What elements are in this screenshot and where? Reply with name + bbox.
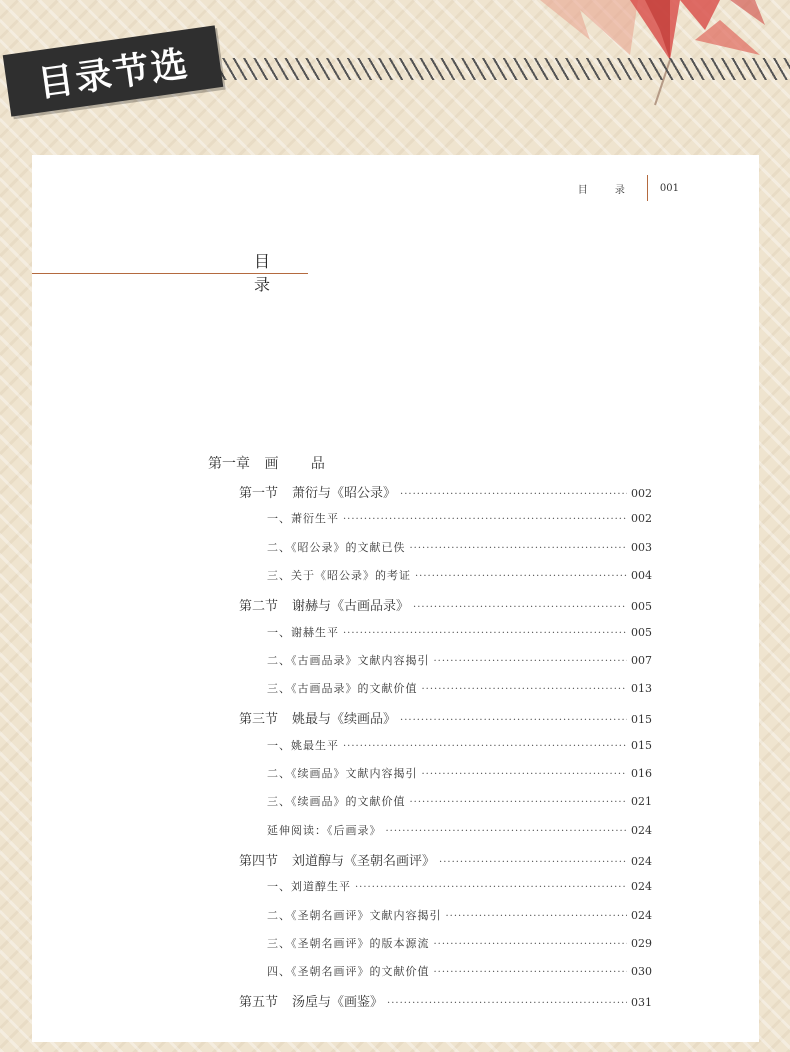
toc-entry-label — [239, 991, 383, 1010]
toc-entry-label — [267, 935, 430, 951]
toc-leader-dots — [410, 543, 628, 554]
running-head-title: 目 录 — [577, 184, 637, 196]
toc-entry-title: 一、谢赫生平 — [267, 625, 339, 639]
toc-page-number: 024 — [631, 908, 652, 922]
toc-leader-dots — [386, 826, 628, 837]
maple-leaf-decoration — [520, 0, 780, 110]
toc-page-number: 003 — [631, 540, 652, 554]
toc-page-number: 016 — [631, 767, 652, 780]
toc-item-entry — [267, 793, 652, 813]
toc-entry-title: 一、萧衍生平 — [267, 512, 339, 526]
toc-leader-dots — [387, 998, 627, 1009]
chapter-title: 画 品 — [264, 456, 339, 472]
toc-page-number: 021 — [631, 795, 652, 809]
toc-entry-label — [239, 850, 435, 869]
toc-entry-label — [267, 963, 430, 979]
toc-entry-label — [267, 737, 339, 753]
banner-title: 目录节选 — [35, 43, 192, 105]
toc-page-number: 004 — [631, 568, 652, 582]
toc-item-entry — [267, 935, 652, 955]
toc-entry-label — [267, 680, 418, 696]
toc-item-entry — [267, 765, 652, 785]
toc-page-number: 030 — [631, 965, 652, 979]
toc-entry-title: 萧衍与《昭公录》 — [292, 486, 397, 501]
toc-section-number: 第五节 — [239, 995, 279, 1011]
toc-entry-title: 二、《昭公录》的文献已佚 — [267, 540, 406, 554]
toc-entry-label — [239, 482, 396, 501]
chapter-heading — [208, 453, 339, 473]
toc-section-number: 第一节 — [239, 486, 279, 501]
toc-entry-label — [267, 793, 406, 809]
toc-page-number: 002 — [631, 487, 652, 500]
table-of-contents — [32, 155, 759, 1042]
toc-entry-title: 一、姚最生平 — [267, 738, 339, 752]
toc-entry-title: 汤垕与《画鉴》 — [292, 995, 384, 1011]
toc-page-number: 015 — [631, 738, 652, 752]
toc-entry-label — [267, 878, 351, 894]
toc-entry-title: 延伸阅读：《后画录》 — [267, 823, 382, 837]
toc-page-number: 031 — [631, 996, 652, 1010]
hatched-banner-line — [214, 58, 790, 80]
toc-entry-label — [267, 510, 339, 526]
toc-section-entry — [239, 708, 652, 728]
toc-entry-title: 三、《续画品》的文献价值 — [267, 795, 406, 809]
toc-entry-label — [267, 539, 406, 555]
toc-entry-title: 谢赫与《古画品录》 — [292, 599, 410, 615]
toc-entry-title: 三、关于《昭公录》的考证 — [267, 568, 411, 582]
toc-entry-title: 刘道醇与《圣朝名画评》 — [292, 853, 436, 869]
toc-section-entry — [239, 595, 652, 615]
toc-section-entry — [239, 991, 652, 1011]
toc-page-number: 013 — [631, 682, 652, 696]
toc-section-entry — [239, 482, 652, 502]
toc-leader-dots — [415, 571, 627, 582]
toc-entry-title: 二、《古画品录》文献内容揭引 — [267, 653, 430, 667]
toc-leader-dots — [446, 911, 628, 922]
toc-item-entry — [267, 624, 652, 644]
toc-item-entry — [267, 737, 652, 757]
toc-entry-label — [267, 822, 382, 838]
toc-entry-title: 二、《续画品》文献内容揭引 — [267, 767, 418, 780]
toc-item-entry — [267, 963, 652, 983]
toc-page-number: 024 — [631, 823, 652, 837]
toc-leader-dots — [400, 489, 627, 500]
toc-item-entry — [267, 680, 652, 700]
toc-entry-label — [267, 567, 411, 583]
toc-leader-dots — [422, 684, 628, 695]
toc-entry-label — [239, 708, 396, 727]
toc-leader-dots — [355, 882, 627, 893]
toc-leader-dots — [413, 602, 627, 613]
toc-item-entry — [267, 907, 652, 927]
toc-entry-label — [267, 624, 339, 640]
toc-page-number: 015 — [631, 713, 652, 727]
toc-leader-dots — [439, 857, 627, 868]
running-head-page-number: 001 — [659, 182, 679, 194]
toc-item-entry — [267, 510, 652, 530]
toc-entry-title: 三、《古画品录》的文献价值 — [267, 682, 418, 696]
toc-section-number: 第二节 — [239, 599, 279, 615]
toc-entry-label — [239, 595, 409, 614]
toc-leader-dots — [434, 967, 628, 978]
toc-entry-label — [267, 907, 442, 923]
section-banner — [3, 25, 224, 116]
toc-entry-title: 二、《圣朝名画评》文献内容揭引 — [267, 908, 442, 922]
toc-section-entry — [239, 850, 652, 870]
toc-entry-label — [267, 652, 430, 668]
chapter-number: 第一章 — [208, 456, 250, 472]
toc-section-number: 第三节 — [239, 712, 279, 728]
toc-leader-dots — [434, 939, 628, 950]
toc-leader-dots — [343, 741, 627, 752]
toc-item-entry — [267, 567, 652, 587]
toc-item-entry — [267, 822, 652, 842]
toc-page-number: 024 — [631, 854, 652, 868]
toc-heading-title: 目 录 — [254, 252, 287, 294]
toc-page-number: 002 — [631, 512, 652, 526]
toc-entry-title: 姚最与《续画品》 — [292, 712, 397, 728]
toc-page-number: 024 — [631, 880, 652, 894]
toc-section-number: 第四节 — [239, 853, 279, 869]
toc-leader-dots — [422, 769, 628, 780]
toc-entry-title: 一、刘道醇生平 — [267, 880, 351, 894]
toc-leader-dots — [343, 514, 627, 525]
toc-leader-dots — [400, 715, 627, 726]
toc-page-number: 005 — [631, 600, 652, 614]
toc-item-entry — [267, 878, 652, 898]
toc-entry-title: 三、《圣朝名画评》的版本源流 — [267, 936, 430, 950]
toc-page-number: 029 — [631, 936, 652, 950]
toc-leader-dots — [410, 797, 628, 808]
book-page — [32, 155, 759, 1042]
toc-item-entry — [267, 652, 652, 672]
toc-entry-label — [267, 765, 418, 781]
toc-page-number: 005 — [631, 625, 652, 639]
toc-leader-dots — [434, 656, 628, 667]
toc-item-entry — [267, 539, 652, 559]
toc-page-number: 007 — [631, 653, 652, 667]
toc-entry-title: 四、《圣朝名画评》的文献价值 — [267, 965, 430, 979]
toc-leader-dots — [343, 628, 627, 639]
